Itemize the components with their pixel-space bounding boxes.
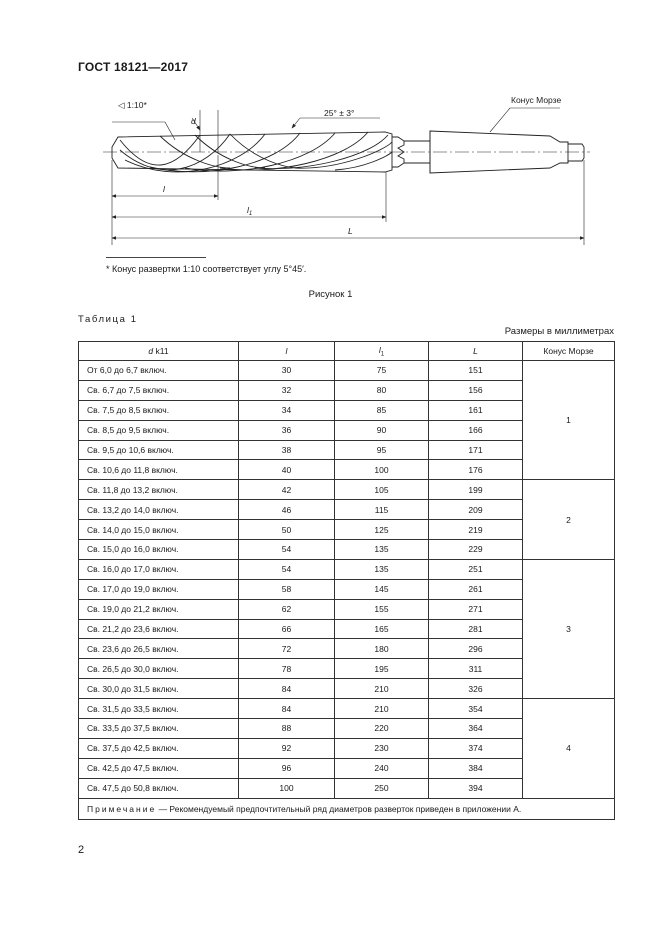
table-row: Св. 13,2 до 14,0 включ. 46 115 209 bbox=[79, 500, 615, 520]
table-row: Св. 14,0 до 15,0 включ. 50 125 219 bbox=[79, 520, 615, 540]
table-row: Св. 47,5 до 50,8 включ. 100 250 394 bbox=[79, 778, 615, 798]
reamer-drawing bbox=[0, 0, 661, 260]
table-row: Св. 9,5 до 10,6 включ. 38 95 171 bbox=[79, 440, 615, 460]
dim-l1-label: $l_1$ bbox=[247, 205, 253, 217]
dimensions-table bbox=[78, 341, 615, 820]
table-row: Св. 19,0 до 21,2 включ. 62 155 271 bbox=[79, 599, 615, 619]
header-L: L bbox=[429, 342, 523, 361]
table-row: Св. 16,0 до 17,0 включ. 54 135 251 3 bbox=[79, 559, 615, 579]
table-note: Примечание — Рекомендуемый предпочтительный ряд диаметров разверток приведен в приложении А. bbox=[79, 798, 615, 819]
dim-L-label: L bbox=[348, 226, 353, 236]
header-d: d k11 bbox=[79, 342, 239, 361]
header-morse: Конус Морзе bbox=[523, 342, 615, 361]
table-row: Св. 21,2 до 23,6 включ. 66 165 281 bbox=[79, 619, 615, 639]
morse-group-3: 3 bbox=[523, 559, 615, 698]
header-l: l bbox=[239, 342, 335, 361]
table-row: Св. 6,7 до 7,5 включ. 32 80 156 bbox=[79, 380, 615, 400]
angle-label: 25° ± 3° bbox=[324, 108, 355, 118]
table-row: Св. 30,0 до 31,5 включ. 84 210 326 bbox=[79, 679, 615, 699]
table-row: Св. 15,0 до 16,0 включ. 54 135 229 bbox=[79, 540, 615, 560]
table-header-row bbox=[79, 342, 615, 361]
taper-label: ◁ 1:10* bbox=[118, 100, 147, 110]
table-title: Таблица 1 bbox=[78, 314, 138, 325]
document-header: ГОСТ 18121—2017 bbox=[78, 60, 189, 74]
dim-d-label: d bbox=[191, 116, 196, 126]
table-row: Св. 37,5 до 42,5 включ. 92 230 374 bbox=[79, 738, 615, 758]
table-row: Св. 42,5 до 47,5 включ. 96 240 384 bbox=[79, 758, 615, 778]
table-note-row bbox=[79, 798, 615, 819]
dim-l-label: l bbox=[163, 184, 165, 194]
header-l1: $l_1$ bbox=[335, 342, 429, 361]
table-row: Св. 31,5 до 33,5 включ. 84 210 354 4 bbox=[79, 699, 615, 719]
table-row: Св. 8,5 до 9,5 включ. 36 90 166 bbox=[79, 420, 615, 440]
table-row: Св. 17,0 до 19,0 включ. 58 145 261 bbox=[79, 579, 615, 599]
morse-group-2: 2 bbox=[523, 480, 615, 560]
morse-group-4: 4 bbox=[523, 699, 615, 798]
table-row: Св. 11,8 до 13,2 включ. 42 105 199 2 bbox=[79, 480, 615, 500]
table-row: Св. 33,5 до 37,5 включ. 88 220 364 bbox=[79, 719, 615, 739]
table-row: Св. 10,6 до 11,8 включ. 40 100 176 bbox=[79, 460, 615, 480]
footnote-divider bbox=[106, 257, 206, 258]
page-number: 2 bbox=[78, 844, 85, 856]
morse-label: Конус Морзе bbox=[511, 95, 562, 105]
morse-group-1: 1 bbox=[523, 361, 615, 480]
table-row: От 6,0 до 6,7 включ. 30 75 151 1 bbox=[79, 361, 615, 381]
table-row: Св. 26,5 до 30,0 включ. 78 195 311 bbox=[79, 659, 615, 679]
footnote: * Конус развертки 1:10 соответствует углу 5°45′. bbox=[106, 264, 307, 274]
table-row: Св. 23,6 до 26,5 включ. 72 180 296 bbox=[79, 639, 615, 659]
units-note: Размеры в миллиметрах bbox=[504, 326, 614, 337]
figure-caption: Рисунок 1 bbox=[308, 289, 353, 300]
table-row: Св. 7,5 до 8,5 включ. 34 85 161 bbox=[79, 400, 615, 420]
